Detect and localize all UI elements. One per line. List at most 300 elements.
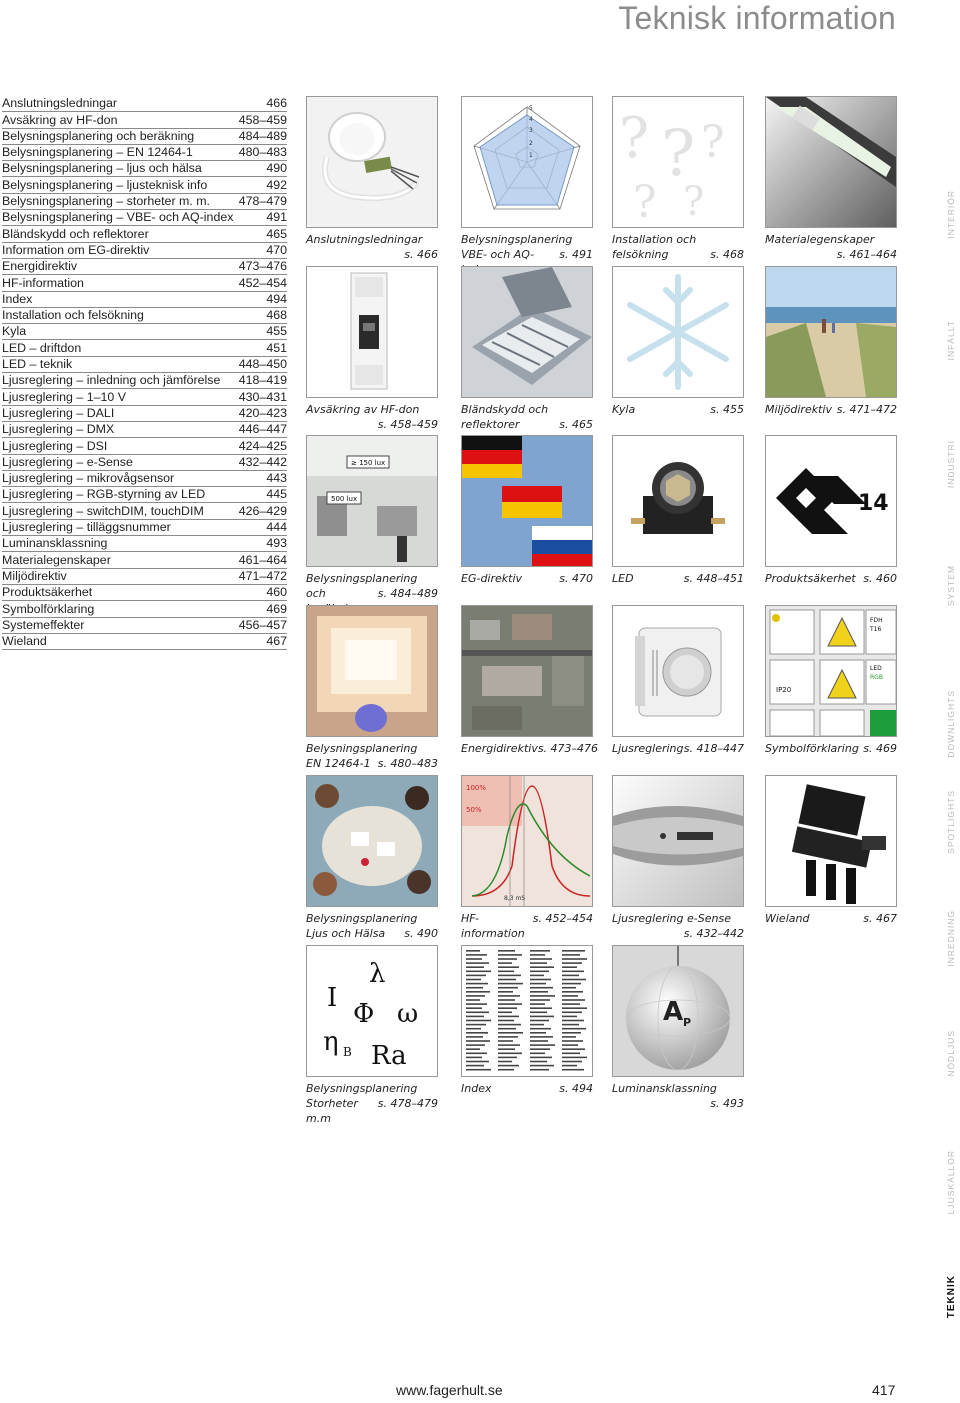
index-entry-label: LED – driftdon [2, 340, 82, 355]
index-text-line [466, 1007, 482, 1009]
tile-symbolforklaring[interactable] [765, 605, 897, 756]
tile-caption: Ljusreglering s. 418–447 [612, 742, 744, 755]
index-entry-pages: 444 [266, 520, 287, 535]
luminance-sphere-image [612, 945, 744, 1077]
index-text-line [466, 1036, 483, 1038]
index-entry-label: Avsäkring av HF-don [2, 112, 118, 127]
index-entry-pages: 465 [266, 226, 287, 241]
index-text-line [562, 975, 579, 977]
index-text-line [530, 1016, 554, 1018]
tile-caption: Ljusreglering e-Sense s. 432–442 [612, 912, 744, 940]
svg-text:RGB: RGB [870, 674, 883, 681]
index-entry-label: Ljusreglering – RGB-styrning av LED [2, 487, 206, 502]
index-entry[interactable] [2, 112, 287, 128]
index-text-line [466, 995, 485, 997]
index-entry-pages: 430–431 [238, 389, 287, 404]
index-entry-label: Belysningsplanering – ljusteknisk info [2, 177, 208, 192]
index-text-line [466, 1012, 489, 1014]
index-entry-label: Materialegenskaper [2, 552, 111, 567]
side-tab[interactable]: INREDNING [946, 910, 956, 967]
index-text-line [562, 1003, 580, 1005]
index-entry[interactable] [2, 601, 287, 617]
index-entry[interactable] [2, 389, 287, 405]
tile-en12464[interactable] [306, 605, 438, 771]
led-chip-image [612, 435, 744, 567]
tile-caption: Belysningsplanering VBE- och AQ- s. 491 [461, 233, 593, 261]
svg-text:8,3 mS: 8,3 mS [504, 895, 526, 902]
svg-text:1: 1 [529, 152, 533, 159]
tile-led[interactable] [612, 435, 744, 586]
svg-text:P: P [683, 1016, 692, 1029]
index-text-line [530, 1040, 548, 1042]
index-entry[interactable] [2, 438, 287, 454]
index-text-line [530, 1061, 547, 1063]
index-text-line [562, 1053, 580, 1055]
index-text-line [562, 1024, 579, 1026]
index-text-line [466, 979, 481, 981]
index-text-line [466, 1065, 484, 1067]
tile-caption: Installation och felsökning s. 468 [612, 233, 744, 261]
index-text-line [530, 995, 555, 997]
index-text-line [498, 1036, 518, 1038]
side-tab[interactable]: INTERIÖR [946, 190, 956, 239]
index-entry-pages: 473–476 [238, 259, 287, 274]
index-entry[interactable] [2, 226, 287, 242]
tile-anslutningsledningar[interactable] [306, 96, 438, 262]
svg-text:IP20: IP20 [776, 686, 792, 694]
index-entry[interactable] [2, 634, 287, 650]
index-entry-label: Belysningsplanering – VBE- och AQ-index [2, 210, 234, 225]
topic-index [2, 96, 287, 650]
index-text-line [530, 966, 554, 968]
tile-materialegenskaper[interactable] [765, 96, 897, 262]
index-text-line [530, 1044, 555, 1046]
index-entry[interactable] [2, 210, 287, 226]
index-entry-label: Bländskydd och reflektorer [2, 226, 149, 241]
tile-caption: Energidirektiv s. 473–476 [461, 742, 599, 755]
index-text-line [530, 979, 551, 981]
wieland-connector-image [765, 775, 897, 907]
index-text-line [530, 958, 552, 960]
tile-miljodirektiv[interactable] [765, 266, 897, 417]
e-sense-sensor-image [612, 775, 744, 907]
greek-symbols-image [306, 945, 438, 1077]
index-text-line [498, 1032, 523, 1034]
index-text-line [466, 954, 487, 956]
index-text-line [562, 1048, 585, 1050]
index-text-line [498, 991, 513, 993]
tile-wieland[interactable] [765, 775, 897, 926]
snowflake-image [612, 266, 744, 398]
index-text-line [562, 1007, 587, 1009]
index-entry-pages: 432–442 [238, 454, 287, 469]
tile-luminansklassning[interactable] [612, 945, 744, 1111]
index-entry[interactable] [2, 406, 287, 422]
index-entry-pages: 452–454 [238, 275, 287, 290]
index-entry-pages: 451 [266, 340, 287, 355]
index-text-line [466, 975, 486, 977]
index-entry[interactable] [2, 161, 287, 177]
index-entry[interactable] [2, 129, 287, 145]
tile-ljus-och-halsa[interactable] [306, 775, 438, 941]
index-text-line [530, 983, 546, 985]
index-entry-label: Ljusreglering – switchDIM, touchDIM [2, 503, 204, 518]
index-text-line [498, 1057, 517, 1059]
index-text-line [498, 950, 515, 952]
cable-image [306, 96, 438, 228]
index-text-line [498, 1007, 517, 1009]
reflector-image [461, 266, 593, 398]
index-text-line [562, 954, 580, 956]
index-entry[interactable] [2, 324, 287, 340]
index-text-line [530, 1057, 552, 1059]
index-text-line [498, 1003, 522, 1005]
index-text-line [498, 1040, 513, 1042]
svg-text:λ: λ [369, 959, 386, 989]
index-entry-pages: 424–425 [238, 438, 287, 453]
index-entry-pages: 471–472 [238, 568, 287, 583]
dimmer-knob-image [612, 605, 744, 737]
tile-caption: HF-information s. 452–454 [461, 912, 593, 940]
index-text-line [498, 1069, 514, 1071]
tile-caption: EG-direktiv s. 470 [461, 572, 593, 585]
index-entry-pages: 478–479 [238, 194, 287, 209]
index-entry-label: Ljusreglering – tilläggsnummer [2, 520, 171, 535]
index-entry-pages: 480–483 [238, 145, 287, 160]
index-entry-label: Belysningsplanering – EN 12464-1 [2, 145, 193, 160]
index-text-line [530, 1003, 545, 1005]
tile-eg-direktiv[interactable] [461, 435, 593, 586]
index-text-line [466, 999, 480, 1001]
tile-caption: Miljödirektiv s. 471–472 [765, 403, 897, 416]
index-entry-pages: 426–429 [238, 503, 287, 518]
index-text-line [466, 1024, 486, 1026]
index-entry[interactable] [2, 455, 287, 471]
index-entry[interactable] [2, 569, 287, 585]
index-entry[interactable] [2, 357, 287, 373]
index-text-line [530, 987, 553, 989]
svg-text:500 lux: 500 lux [331, 495, 358, 503]
index-entry[interactable] [2, 520, 287, 536]
tile-caption: Belysningsplanering Storheter m.m s. 478–479 [306, 1082, 438, 1125]
index-text-line [530, 1036, 553, 1038]
svg-text:?: ? [661, 117, 696, 191]
index-text-line [562, 1036, 576, 1038]
side-tab[interactable]: TEKNIK [946, 1275, 957, 1319]
radar-chart-image [461, 96, 593, 228]
index-text-line [466, 962, 489, 964]
index-entry-pages: 443 [266, 471, 287, 486]
index-entry-label: Ljusreglering – 1–10 V [2, 389, 126, 404]
index-entry[interactable] [2, 308, 287, 324]
tile-caption: Wieland s. 467 [765, 912, 897, 925]
svg-text:4: 4 [529, 116, 533, 123]
page-title: Teknisk information [618, 0, 896, 36]
index-entry[interactable] [2, 259, 287, 275]
tile-kyla[interactable] [612, 266, 744, 417]
index-entry-pages: 448–450 [238, 357, 287, 372]
index-text-line [530, 971, 549, 973]
side-tab[interactable]: INDUSTRI [946, 440, 956, 489]
index-entry-label: HF-information [2, 275, 84, 290]
index-entry-label: Ljusreglering – DSI [2, 438, 108, 453]
index-entry-pages: 455 [266, 324, 287, 339]
svg-text:FDH: FDH [870, 617, 883, 624]
tile-vbe-aq-index[interactable] [461, 96, 593, 277]
index-entry[interactable] [2, 373, 287, 389]
tile-e-sense[interactable] [612, 775, 744, 941]
tile-caption: Produktsäkerhet s. 460 [765, 572, 897, 585]
tile-belysningsplanering-berakning[interactable] [306, 435, 438, 616]
luminaire-profile-image [765, 96, 897, 228]
index-text-line [498, 987, 518, 989]
index-text-line [466, 1053, 487, 1055]
footer-url[interactable]: www.fagerhult.se [396, 1382, 503, 1398]
index-text-line [562, 995, 578, 997]
svg-text:LED: LED [870, 665, 882, 672]
index-text-line [530, 1032, 546, 1034]
office-lux-image [306, 435, 438, 567]
tile-caption: Symbolförklaring s. 469 [765, 742, 897, 755]
index-text-line [466, 987, 483, 989]
side-tab[interactable]: SYSTEM [946, 565, 956, 606]
tile-caption: Bländskydd och reflektorer s. 465 [461, 403, 593, 431]
index-text-line [562, 962, 582, 964]
index-text-line [498, 1053, 522, 1055]
tile-avsakring-hf-don[interactable] [306, 266, 438, 432]
index-entry-label: Energidirektiv [2, 259, 78, 274]
index-text-line [498, 983, 523, 985]
index-text-line [498, 1028, 516, 1030]
index-entry-label: Ljusreglering – mikrovågsensor [2, 471, 175, 486]
side-tab[interactable]: INFÄLLT [946, 320, 956, 361]
index-entry-pages: 490 [266, 161, 287, 176]
index-text-line [498, 971, 514, 973]
index-text-line [562, 1044, 578, 1046]
side-tab[interactable]: LJUSKÄLLOR [946, 1150, 956, 1215]
index-entry-pages: 469 [266, 601, 287, 616]
index-text-line [530, 1065, 554, 1067]
index-entry[interactable] [2, 618, 287, 634]
index-entry-label: Ljusreglering – DMX [2, 422, 115, 437]
index-text-line [530, 1020, 549, 1022]
svg-text:I: I [327, 983, 338, 1013]
index-text-line [466, 1020, 491, 1022]
index-text-line [498, 975, 521, 977]
index-entry-label: Information om EG-direktiv [2, 242, 150, 257]
index-text-line [498, 966, 519, 968]
index-text-line [562, 991, 583, 993]
index-entry-label: Belysningsplanering – storheter m. m. [2, 194, 210, 209]
index-text-line [498, 1020, 514, 1022]
tile-caption: Belysningsplanering EN 12464-1 s. 480–483 [306, 742, 438, 770]
index-entry[interactable] [2, 487, 287, 503]
index-text-line [466, 1028, 481, 1030]
svg-text:?: ? [701, 117, 725, 168]
svg-text:3: 3 [529, 127, 533, 134]
index-entry[interactable] [2, 194, 287, 210]
svg-text:100%: 100% [466, 784, 487, 792]
index-text-line [498, 954, 522, 956]
index-entry[interactable] [2, 243, 287, 259]
svg-text:A: A [663, 997, 684, 1027]
circuit-breaker-image [306, 266, 438, 398]
tile-blandskydd-reflektorer[interactable] [461, 266, 593, 432]
index-text-line [466, 983, 488, 985]
svg-text:Φ: Φ [353, 999, 375, 1029]
index-text-line [498, 962, 512, 964]
index-text-line [466, 1003, 487, 1005]
index-entry-label: LED – teknik [2, 357, 73, 372]
index-entry-pages: 456–457 [238, 617, 287, 632]
index-text-line [466, 1057, 482, 1059]
index-text-line [530, 1024, 544, 1026]
index-text-line [498, 999, 515, 1001]
index-entry[interactable] [2, 145, 287, 161]
index-entry-label: Luminansklassning [2, 536, 108, 551]
index-text-line [498, 1012, 512, 1014]
index-text-line [498, 1048, 515, 1050]
tile-ljusreglering[interactable] [612, 605, 744, 756]
tile-caption: Materialegenskaper s. 461–464 [765, 233, 897, 261]
index-entry-label: Installation och felsökning [2, 308, 144, 323]
index-text-line [530, 975, 544, 977]
index-text-line [466, 1069, 491, 1071]
index-entry[interactable] [2, 177, 287, 193]
index-text-line [562, 1061, 582, 1063]
index-text-line [562, 983, 581, 985]
index-text-line [562, 971, 584, 973]
index-text-line [466, 1016, 484, 1018]
index-text-line [466, 991, 490, 993]
tile-installation-felsokning[interactable] [612, 96, 744, 262]
index-text-line [498, 979, 516, 981]
light-distribution-image [306, 605, 438, 737]
index-text-line [530, 962, 547, 964]
meeting-image [306, 775, 438, 907]
tile-index[interactable] [461, 945, 593, 1096]
index-entry-pages: 467 [266, 634, 287, 649]
index-entry-pages: 446–447 [238, 422, 287, 437]
index-entry[interactable] [2, 503, 287, 519]
index-entry-pages: 460 [266, 585, 287, 600]
index-entry-label: Miljödirektiv [2, 568, 67, 583]
index-text-line [530, 1048, 550, 1050]
index-text-line [466, 1040, 490, 1042]
index-entry[interactable] [2, 96, 287, 112]
index-entry-label: Produktsäkerhet [2, 585, 93, 600]
index-text-line [498, 1061, 512, 1063]
tile-caption: Index s. 494 [461, 1082, 593, 1095]
flags-image [461, 435, 593, 567]
index-text-line [530, 991, 548, 993]
index-text-line [466, 1048, 480, 1050]
index-text-line [466, 958, 482, 960]
svg-text:5: 5 [529, 105, 533, 112]
tile-storheter[interactable] [306, 945, 438, 1126]
index-entry[interactable] [2, 552, 287, 568]
index-text-line [530, 950, 550, 952]
index-entry-label: Ljusreglering – inledning och jämförelse [2, 373, 221, 388]
index-entry-label: Belysningsplanering och beräkning [2, 128, 195, 143]
tile-produktsakerhet[interactable] [765, 435, 897, 586]
index-entry-pages: 491 [266, 210, 287, 225]
index-text-line [498, 1065, 519, 1067]
index-entry-pages: 445 [266, 487, 287, 502]
index-entry-pages: 461–464 [238, 552, 287, 567]
tile-caption: Belysningsplanering Ljus och Hälsa s. 490 [306, 912, 438, 940]
index-entry-pages: 458–459 [238, 112, 287, 127]
index-text-line [562, 999, 585, 1001]
index-text-line [466, 966, 484, 968]
index-text-line [466, 950, 480, 952]
index-entry[interactable] [2, 471, 287, 487]
side-tab[interactable]: DOWNLIGHTS [946, 690, 956, 758]
tile-caption: Belysningsplanering och s. 484–489 [306, 572, 438, 600]
svg-text:Ra: Ra [371, 1041, 407, 1071]
svg-text:2: 2 [529, 140, 533, 147]
aerial-city-image [461, 605, 593, 737]
index-text-line [562, 958, 587, 960]
index-entry[interactable] [2, 292, 287, 308]
index-entry[interactable] [2, 422, 287, 438]
enec-logo-image [765, 435, 897, 567]
svg-text:ω: ω [397, 999, 419, 1029]
index-text-line [530, 1007, 552, 1009]
index-entry-pages: 466 [266, 96, 287, 111]
index-entry-label: Systemeffekter [2, 617, 85, 632]
index-text-line [562, 1065, 577, 1067]
tile-caption: Kyla s. 455 [612, 403, 744, 416]
tile-caption: Avsäkring av HF-don s. 458–459 [306, 403, 438, 431]
index-entry-pages: 494 [266, 291, 287, 306]
index-entry[interactable] [2, 536, 287, 552]
tile-energidirektiv[interactable] [461, 605, 599, 756]
tile-caption: Luminansklassning s. 493 [612, 1082, 744, 1110]
index-text-line [562, 1040, 583, 1042]
index-text-line [562, 1012, 582, 1014]
side-tab[interactable]: NÖDLJUS [946, 1030, 956, 1077]
index-entry-label: Symbolförklaring [2, 601, 95, 616]
svg-text:B: B [343, 1045, 352, 1059]
index-entry-pages: 493 [266, 536, 287, 551]
index-entry-label: Belysningsplanering – ljus och hälsa [2, 161, 202, 176]
svg-text:14: 14 [858, 491, 889, 516]
index-text-line [562, 1057, 587, 1059]
tile-hf-information[interactable] [461, 775, 593, 941]
index-entry[interactable] [2, 585, 287, 601]
index-entry[interactable] [2, 275, 287, 291]
index-text-line [498, 958, 517, 960]
hf-graph-image [461, 775, 593, 907]
index-text-line [530, 1028, 551, 1030]
index-text-line [530, 954, 545, 956]
index-text-line [562, 1069, 584, 1071]
beach-image [765, 266, 897, 398]
index-entry-pages: 492 [266, 177, 287, 192]
index-entry-pages: 484–489 [238, 128, 287, 143]
index-text-line [498, 995, 520, 997]
index-text-line [562, 987, 576, 989]
side-tab[interactable]: SPOTLIGHTS [946, 790, 956, 854]
svg-text:50%: 50% [466, 806, 482, 814]
index-text-line [562, 1028, 586, 1030]
index-entry-pages: 420–423 [238, 405, 287, 420]
index-text-line [562, 966, 577, 968]
index-entry-label: Index [2, 291, 33, 306]
index-entry[interactable] [2, 340, 287, 356]
question-marks-image [612, 96, 744, 228]
